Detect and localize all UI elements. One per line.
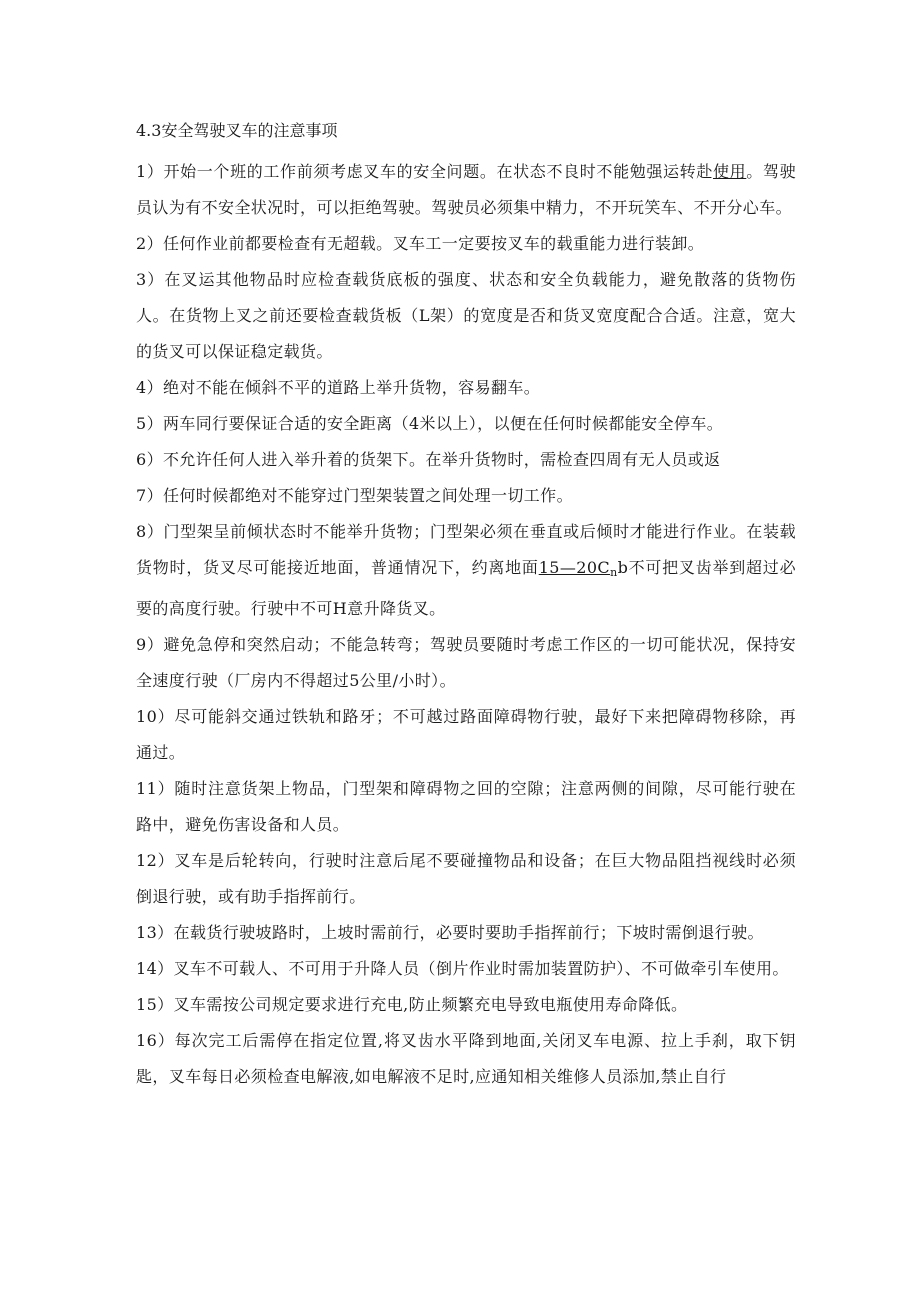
item-text: 8）门型架呈前倾状态时不能举升货物；门型架必须在垂直或后倾时才能进行作业。在装载货物时，货叉尽可能接近地面，普通情况下，约离地面 (136, 522, 796, 577)
item-text: b不可把叉齿举到超过必要的高度行驶。行驶中不可H意升降货叉。 (136, 558, 796, 618)
list-item-16: 16）每次完工后需停在指定位置,将叉齿水平降到地面,关闭叉车电源、拉上手刹，取下钥匙，叉车每日必须检查电解液,如电解液不足时,应通知相关维修人员添加,禁止自行 (136, 1031, 796, 1086)
list-item-15: 15）叉车需按公司规定要求进行充电,防止频繁充电导致电瓶使用寿命降低。 (136, 995, 688, 1014)
underlined-text (539, 558, 618, 577)
list-item-12: 12）叉车是后轮转向，行驶时注意后尾不要碰撞物品和设备；在巨大物品阻挡视线时必须倒退行驶，或有助手指挥前行。 (136, 851, 796, 906)
list-item-11: 11）随时注意货架上物品，门型架和障碍物之回的空隙；注意两侧的间隙，尽可能行驶在路中，避免伤害设备和人员。 (136, 779, 796, 834)
list-item-10: 10）尽可能斜交通过铁轨和路牙；不可越过路面障碍物行驶，最好下来把障碍物移除，再通过。 (136, 707, 796, 762)
list-item-3: 3）在叉运其他物品时应检查载货底板的强度、状态和安全负载能力，避免散落的货物伤人。在货物上叉之前还要检查载货板（L架）的宽度是否和货叉宽度配合合适。注意，宽大的货叉可以保证稳定载货。 (136, 270, 796, 361)
list-item-6: 6）不允许任何人进入举升着的货架下。在举升货物时，需检查四周有无人员或返 (136, 450, 721, 469)
subscript-text: n (610, 566, 618, 579)
list-item-4: 4）绝对不能在倾斜不平的道路上举升货物，容易翻车。 (136, 378, 541, 397)
item-text: 。驾驶员认为有不安全状况时，可以拒绝驾驶。驾驶员必须集中精力，不开玩笑车、不开分心车。 (136, 162, 796, 217)
list-item-5: 5）两车同行要保证合适的安全距离（4米以上），以便在任何时候都能安全停车。 (136, 414, 724, 433)
list-item-7: 7）任何时候都绝对不能穿过门型架装置之间处理一切工作。 (136, 486, 573, 505)
list-item-9: 9）避免急停和突然启动；不能急转弯；驾驶员要随时考虑工作区的一切可能状况，保持安全速度行驶（厂房内不得超过5公里/小时）。 (136, 635, 796, 690)
list-item-8 (136, 514, 796, 627)
measure-text: 15—20C (538, 558, 611, 577)
underlined-text: 使用 (712, 162, 747, 181)
list-item-14: 14）叉车不可载人、不可用于升降人员（倒片作业时需加装置防护）、不可做牵引车使用。 (136, 959, 789, 978)
section-heading: 4.3安全驾驶叉车的注意事项 (136, 121, 338, 140)
document-page (136, 118, 796, 1095)
list-item-2: 2）任何作业前都要检查有无超载。叉车工一定要按叉车的载重能力进行装卸。 (136, 234, 705, 253)
list-item-1 (136, 154, 796, 226)
item-text: 1）开始一个班的工作前须考虑叉车的安全问题。在状态不良时不能勉强运转赴 (136, 162, 713, 181)
list-item-13: 13）在载货行驶坡路时，上坡时需前行，必要时要助手指挥前行；下坡时需倒退行驶。 (136, 923, 764, 942)
